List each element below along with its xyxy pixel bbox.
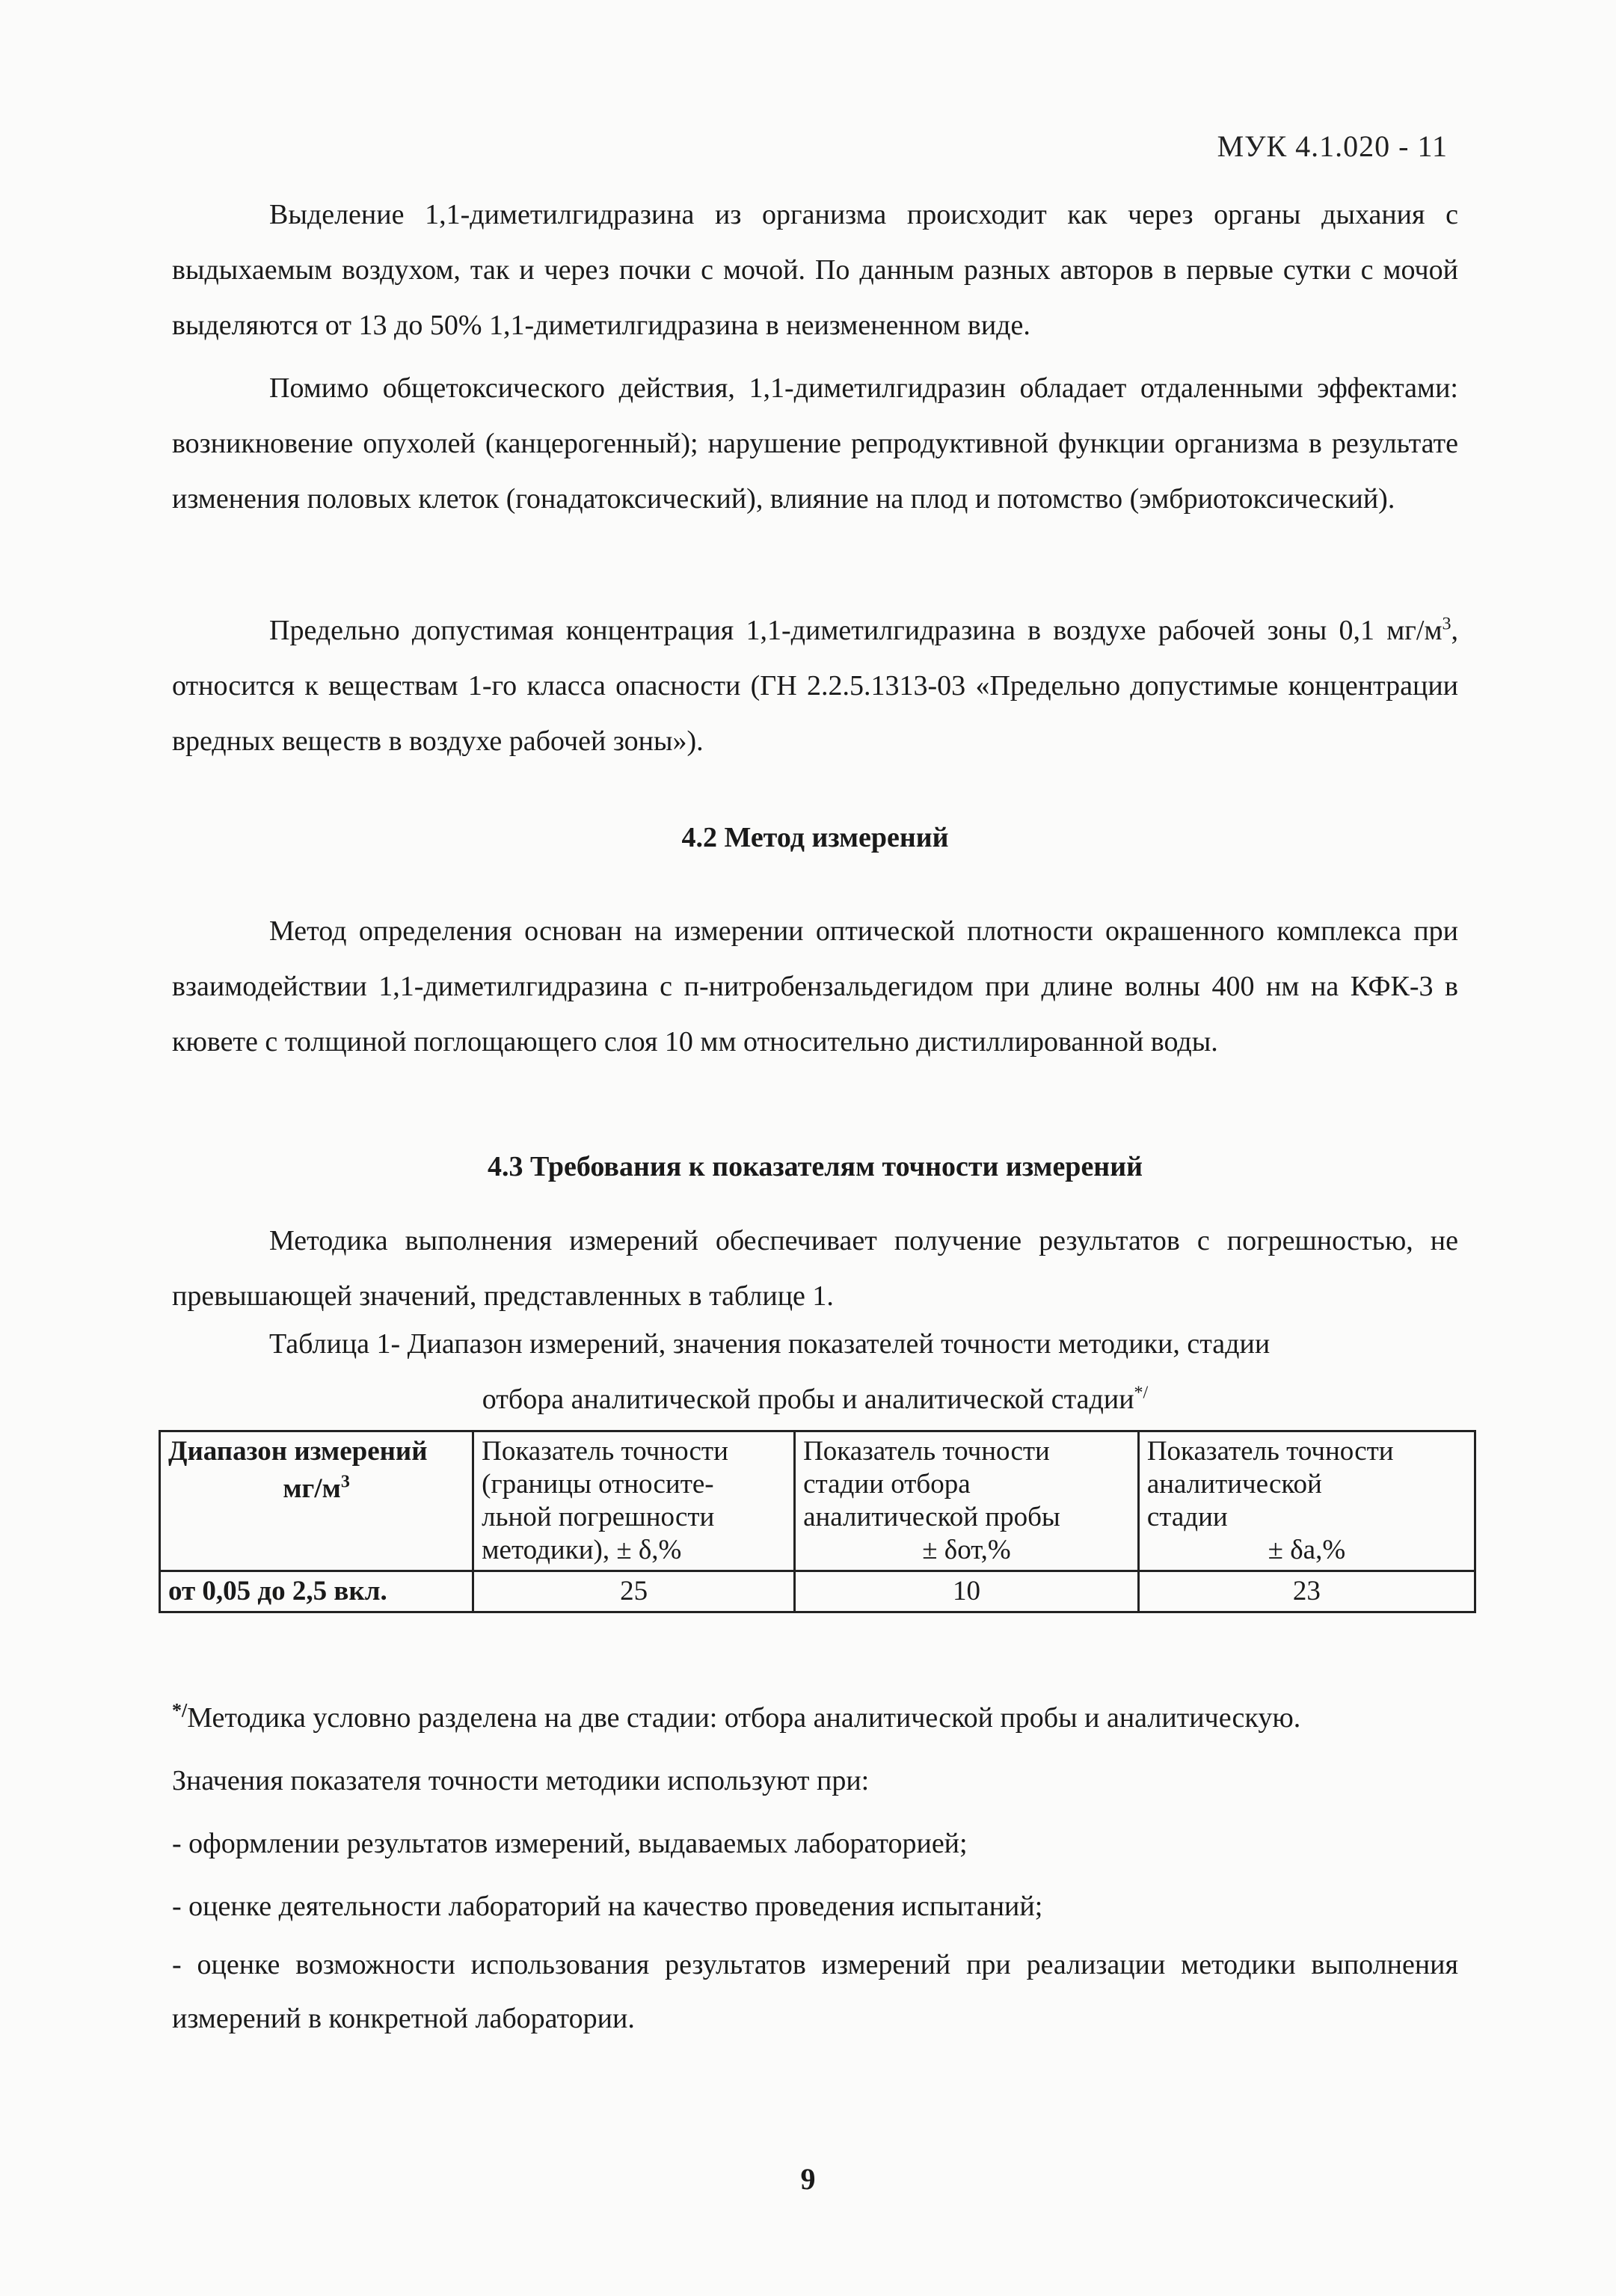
accuracy-table (159, 1430, 1476, 1613)
header-cell-method-accuracy (473, 1431, 795, 1571)
table-row (160, 1571, 1475, 1612)
list-item: - оценке возможности использования результатов измерений при реализации методики выполнения измерений в конкретной лаборатории. (172, 1949, 1458, 2034)
header-method-line-2: (границы относите- (482, 1469, 714, 1500)
notes-lead: Значения показателя точности методики используют при: (172, 1765, 870, 1796)
header-method-line-4: методики), ± δ,% (482, 1535, 682, 1565)
paragraph-max-concentration-part-a: Предельно допустимая концентрация 1,1-диметилгидразина в воздухе рабочей зоны 0,1 мг/м (269, 615, 1443, 646)
header-method-line-1: Показатель точности (482, 1436, 728, 1467)
footnote-stages-text: Методика условно разделена на две стадии: отбора аналитической пробы и аналитическую. (187, 1702, 1301, 1734)
paragraph-accuracy: Методика выполнения измерений обеспечивает получение результатов с погрешностью, не превышающей значений, представленных в таблице 1. (172, 1225, 1458, 1312)
table-header-row (160, 1431, 1475, 1571)
header-range-unit (168, 1473, 464, 1505)
superscript-cubic: 3 (1442, 614, 1451, 634)
header-analytical-line-4: ± δа,% (1268, 1535, 1346, 1565)
table-caption-line-2-text: отбора аналитической пробы и аналитической стадии (482, 1384, 1134, 1415)
header-analytical-line-2: аналитической (1146, 1469, 1322, 1500)
table-caption (172, 1316, 1458, 1427)
header-analytical-line-3: стадии (1146, 1502, 1228, 1532)
header-analytical-line-1: Показатель точности (1146, 1436, 1394, 1467)
paragraph-max-concentration-part-b: , относится к веществам 1-го класса опасности (ГН 2.2.5.1313-03 «Предельно допустимые концентрации вредных веществ в воздухе рабочей зоны»). (172, 615, 1458, 757)
cell-range: от 0,05 до 2,5 вкл. (160, 1571, 473, 1612)
cell-method-accuracy: 25 (473, 1571, 795, 1612)
paragraph-max-concentration (172, 603, 1458, 769)
header-range-unit-sup: 3 (340, 1472, 350, 1492)
footnote-mark: */ (172, 1699, 188, 1722)
table-caption-line-2 (172, 1372, 1458, 1427)
list-item: - оценке деятельности лабораторий на качество проведения испытаний; (172, 1891, 1043, 1922)
header-method-line-3: льной погрешности (482, 1502, 715, 1532)
header-range-title: Диапазон измерений (168, 1436, 428, 1467)
cell-analytical-accuracy: 23 (1138, 1571, 1475, 1612)
document-code-header: МУК 4.1.020 - 11 (1217, 129, 1448, 163)
header-range-unit-text: мг/м (283, 1473, 341, 1504)
footnote-stages (172, 1686, 1458, 1749)
paragraph-remote-effects: Помимо общетоксического действия, 1,1-диметилгидразин обладает отдаленными эффектами: возникновение опухолей (канцерогенный); нарушение репродуктивной функции организма в результате изменения половых клеток (гонадатоксический), влияние на плод и потомство (эмбриотоксический). (172, 372, 1458, 515)
paragraph-excretion: Выделение 1,1-диметилгидразина из организма происходит как через органы дыхания с выдыхаемым воздухом, так и через почки с мочой. По данным разных авторов в первые сутки с мочой выделяются от 13 до 50% 1,1-диметилгидразина в неизмененном виде. (172, 199, 1458, 341)
list-item: - оформлении результатов измерений, выдаваемых лабораторией; (172, 1828, 968, 1859)
header-sampling-line-3: аналитической пробы (803, 1502, 1060, 1532)
page-number: 9 (800, 2162, 816, 2196)
header-cell-sampling-accuracy (795, 1431, 1139, 1571)
header-sampling-line-1: Показатель точности (803, 1436, 1050, 1467)
paragraph-method: Метод определения основан на измерении оптической плотности окрашенного комплекса при взаимодействии 1,1-диметилгидразина с п-нитробензальдегидом при длине волны 400 нм на КФК-3 в кювете с толщиной поглощающего слоя 10 мм относительно дистиллированной воды. (172, 915, 1458, 1058)
cell-sampling-accuracy: 10 (795, 1571, 1139, 1612)
table-caption-line-1: Таблица 1- Диапазон измерений, значения показателей точности методики, стадии (269, 1328, 1271, 1360)
section-heading-4-3: 4.3 Требования к показателям точности измерений (487, 1151, 1143, 1182)
notes-block (172, 1686, 1458, 2045)
header-cell-analytical-accuracy (1138, 1431, 1475, 1571)
header-sampling-line-4: ± δот,% (922, 1535, 1011, 1565)
header-sampling-line-2: стадии отбора (803, 1469, 971, 1500)
section-heading-4-2: 4.2 Метод измерений (681, 822, 949, 853)
header-cell-range (160, 1431, 473, 1571)
table-caption-footnote-mark: */ (1134, 1383, 1149, 1403)
